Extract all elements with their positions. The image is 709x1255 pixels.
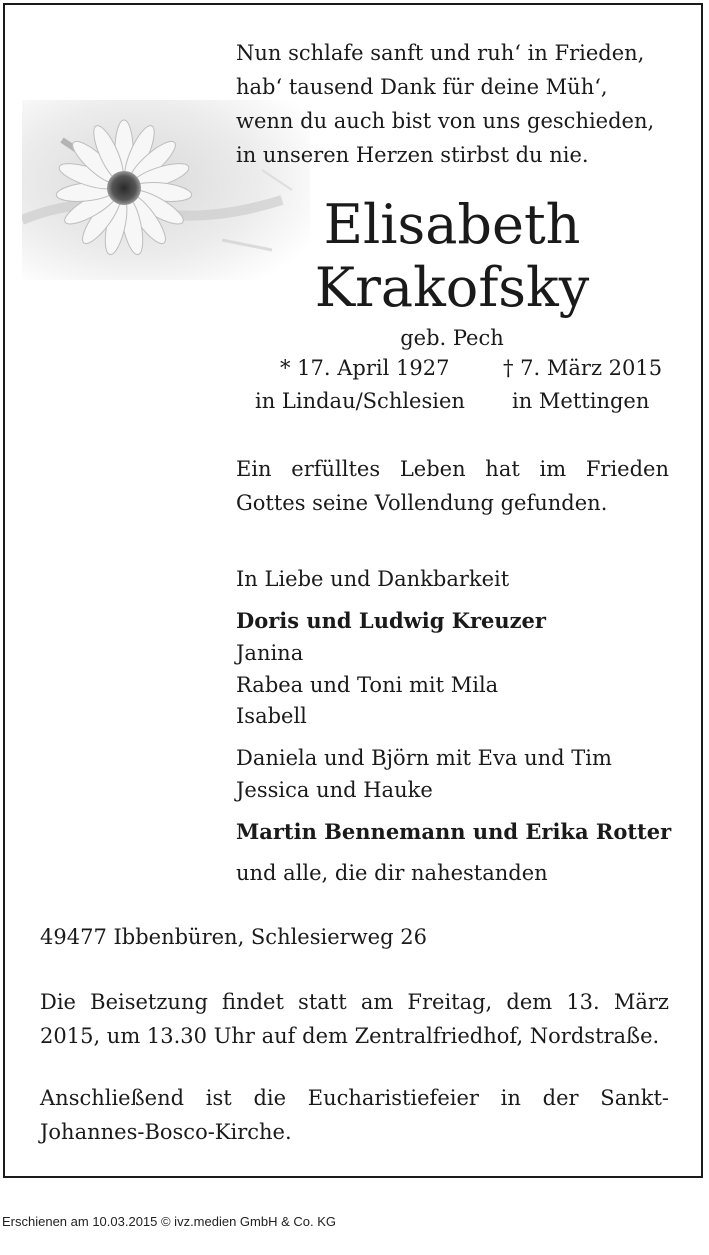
mourners-intro: In Liebe und Dankbarkeit	[236, 567, 510, 591]
deceased-first-name: Elisabeth	[323, 193, 581, 256]
poem-line: Nun schlafe sanft und ruh‘ in Frieden,	[236, 41, 645, 65]
family-member: Isabell	[236, 704, 307, 728]
tribute-text: Ein erfülltes Leben hat im Frieden Gottes seine Vollendung gefunden.	[236, 457, 669, 515]
family-member: Rabea und Toni mit Mila	[236, 673, 499, 697]
family-member: Daniela und Björn mit Eva und Tim	[236, 746, 612, 770]
publication-footer: Erschienen am 10.03.2015 © ivz.medien GmbH & Co. KG	[2, 1214, 337, 1229]
poem-line: in unseren Herzen stirbst du nie.	[236, 143, 589, 167]
deceased-last-name: Krakofsky	[314, 256, 590, 319]
mourners-closing: und alle, die dir nahestanden	[236, 861, 548, 885]
poem-line: wenn du auch bist von uns geschieden,	[236, 109, 655, 133]
birth-place: in Lindau/Schlesien	[255, 389, 465, 413]
mass-notice: Anschließend ist die Eucharistiefeier in der Sankt-Johannes-Bosco-Kirche.	[40, 1086, 669, 1144]
maiden-name: geb. Pech	[400, 326, 504, 350]
funeral-notice: Die Beisetzung findet statt am Freitag, dem 13. März 2015, um 13.30 Uhr auf dem Zentralfriedhof, Nordstraße.	[40, 990, 669, 1048]
poem-line: hab‘ tausend Dank für deine Müh‘,	[236, 75, 608, 99]
address: 49477 Ibbenbüren, Schlesierweg 26	[40, 925, 427, 949]
family-member: Janina	[236, 641, 304, 665]
family-head: Martin Bennemann und Erika Rotter	[236, 819, 672, 844]
death-place: in Mettingen	[512, 389, 650, 413]
family-member: Jessica und Hauke	[236, 778, 433, 802]
poem	[236, 36, 654, 172]
family-head: Doris und Ludwig Kreuzer	[236, 608, 546, 633]
birth-date: * 17. April 1927	[280, 356, 450, 380]
death-date: † 7. März 2015	[503, 356, 663, 380]
